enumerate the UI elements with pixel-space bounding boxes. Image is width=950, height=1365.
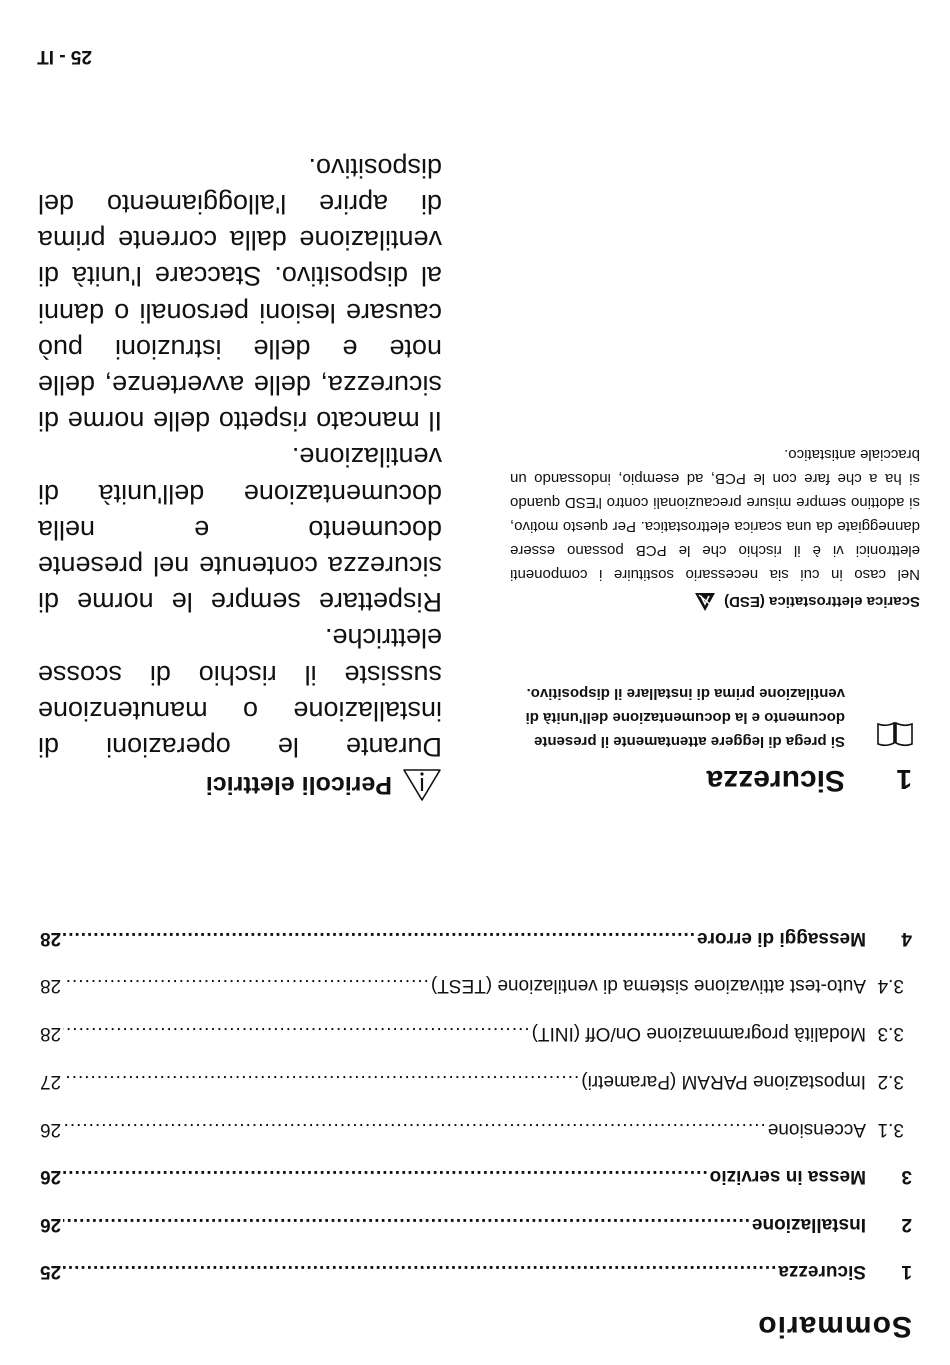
toc-entry (40, 1259, 912, 1283)
toc-entry-label: Messaggi di errore (697, 928, 866, 949)
toc-entry-page: 28 (40, 975, 62, 996)
esd-hand-icon (694, 592, 716, 612)
section-number: 1 (896, 764, 912, 795)
toc-entry (40, 973, 912, 997)
toc-leader-dots (63, 973, 429, 997)
toc-entry-page: 28 (40, 1023, 62, 1044)
toc-entry-number: 3.3 (877, 1023, 904, 1044)
toc-entry-page: 28 (40, 928, 62, 949)
toc-entry-number: 1 (901, 1261, 912, 1282)
esd-heading: Scarica elettrostatica (ESD) (724, 593, 920, 611)
toc-leader-dots (63, 1164, 708, 1188)
toc-entry-number: 2 (901, 1214, 912, 1235)
toc-entry (40, 926, 912, 950)
toc-entry-number: 4 (901, 928, 912, 949)
toc-entry-number: 3 (901, 1166, 912, 1187)
toc-leader-dots (63, 1069, 579, 1093)
danger-text (38, 150, 442, 765)
esd-text: Nel caso in cui sia necessario sostituire i componenti elettronici vi è il rischio che le PCB possano essere danneggiate da una scarica elettrostatica. Per questo motivo, si adottino sempre misure precauzionali contro l'ESD quando si ha a che fare con le PCB, ad esempio, indossando un bracciale antistatico. (510, 446, 920, 583)
danger-paragraph: Il mancato rispetto delle norme di sicurezza, delle avvertenze, delle note e delle istruzioni può causare lesioni personali o danni al dispositivo. Staccare l'unità di ventilazione dalla corrente prima di aprire l'alloggiamento del dispositivo. (38, 152, 442, 437)
toc-entry-label: Accensione (767, 1119, 866, 1140)
toc-entry-label: Auto-test attivazione sistema di ventilazione (TEST) (430, 975, 866, 996)
toc-entry-label: Installazione (751, 1214, 866, 1235)
toc-leader-dots (63, 926, 695, 950)
toc-entry-label: Impostazione PARAM (Parametri) (581, 1071, 866, 1092)
toc-entry-page: 27 (40, 1071, 62, 1092)
toc-entry (40, 1212, 912, 1236)
book-icon (876, 721, 914, 747)
danger-paragraph: Durante le operazioni di installazione o manutenzione sussiste il rischio di scosse elettriche. (38, 623, 442, 762)
toc-entry (40, 1069, 912, 1093)
toc-entry-page: 25 (40, 1261, 62, 1282)
toc-entry-page: 26 (40, 1166, 62, 1187)
danger-heading-row (206, 768, 442, 802)
toc-entry-label: Modalità programmazione On/Off (INIT) (531, 1023, 866, 1044)
toc-entry (40, 1164, 912, 1188)
toc-entry-page: 26 (40, 1119, 62, 1140)
page-number: 25 - IT (37, 46, 92, 67)
esd-heading-row (510, 592, 920, 612)
toc-entry-page: 26 (40, 1214, 62, 1235)
toc-entry-label: Messa in servizio (709, 1166, 866, 1187)
danger-paragraph: Rispettare sempre le norme di sicurezza contenute nel presente documento e nella documentazione dell'unità di ventilazione. (38, 442, 442, 618)
danger-heading: Pericoli elettrici (205, 771, 392, 800)
toc-leader-dots (63, 1212, 750, 1236)
toc-entry (40, 1021, 912, 1045)
safety-read-note: Si prega di leggere attentamente il presente documento e la documentazione dell'unità di ventilazione prima di installare il dispositivo. (525, 685, 845, 750)
toc-entry-label: Sicurezza (778, 1261, 866, 1282)
section-title: Sicurezza (706, 764, 845, 797)
toc-entry-number: 3.1 (877, 1119, 904, 1140)
toc-leader-dots (63, 1117, 766, 1141)
toc-title: Sommario (757, 1310, 912, 1343)
toc-entry-number: 3.4 (877, 975, 904, 996)
toc-leader-dots (63, 1021, 529, 1045)
toc-entry-number: 3.2 (877, 1071, 904, 1092)
toc-leader-dots (63, 1259, 776, 1283)
toc-entry (40, 1117, 912, 1141)
warning-triangle-icon (402, 768, 442, 802)
